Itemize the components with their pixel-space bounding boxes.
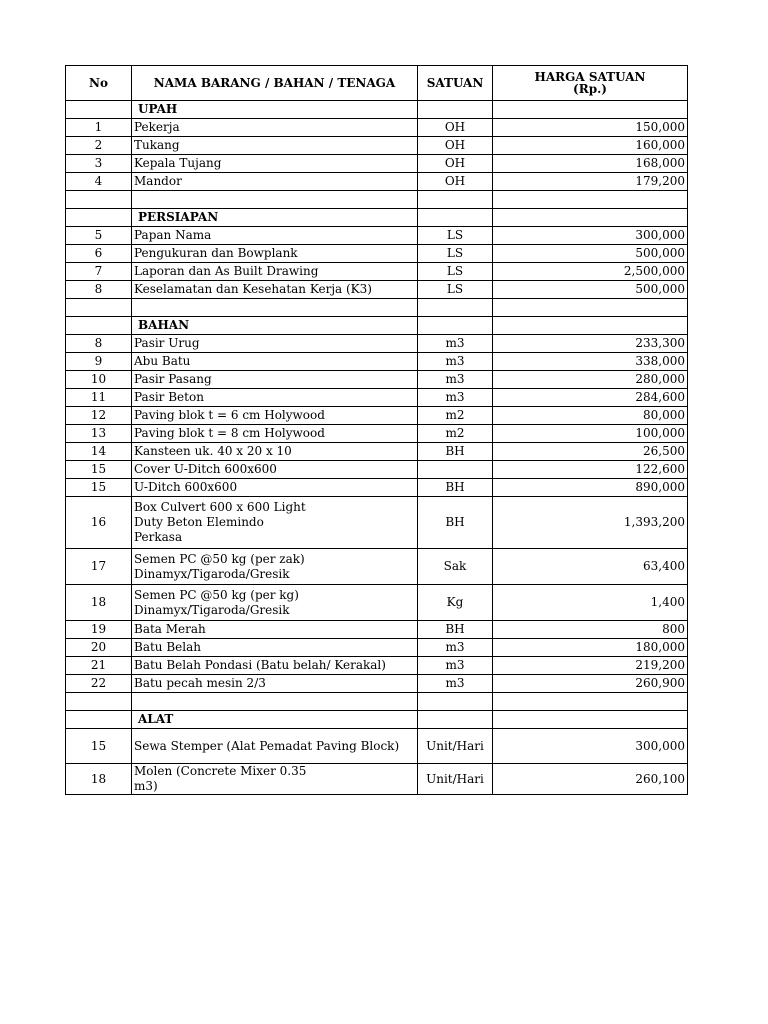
row-unit: m3 [418,639,493,657]
row-unit: Kg [418,585,493,621]
row-no: 7 [66,263,132,281]
row-no: 19 [66,621,132,639]
table-row [66,425,688,443]
row-unit [418,461,493,479]
row-no [66,711,132,729]
row-unit [418,209,493,227]
row-no [66,693,132,711]
row-unit: LS [418,281,493,299]
row-no: 22 [66,675,132,693]
row-no: 4 [66,173,132,191]
row-price [493,209,688,227]
row-unit: BH [418,443,493,461]
table-row [66,657,688,675]
row-no: 14 [66,443,132,461]
row-no [66,191,132,209]
row-price [493,191,688,209]
row-unit: LS [418,227,493,245]
table-row [66,263,688,281]
row-price: 800 [493,621,688,639]
table-body [66,101,688,795]
header-row [66,66,688,101]
row-price [493,317,688,335]
row-name: U-Ditch 600x600 [132,479,418,497]
row-price: 890,000 [493,479,688,497]
row-no: 8 [66,281,132,299]
row-price: 260,900 [493,675,688,693]
table-row [66,389,688,407]
table-row [66,479,688,497]
row-unit: m2 [418,407,493,425]
row-name [132,299,418,317]
table-row [66,119,688,137]
row-name: Pasir Urug [132,335,418,353]
row-unit [418,317,493,335]
row-unit: Sak [418,549,493,585]
row-unit [418,101,493,119]
table-row [66,621,688,639]
row-price: 180,000 [493,639,688,657]
row-price [493,101,688,119]
blank-row [66,693,688,711]
row-name: ALAT [132,711,418,729]
row-unit: LS [418,263,493,281]
row-price: 500,000 [493,245,688,263]
row-name: Paving blok t = 6 cm Holywood [132,407,418,425]
row-unit: OH [418,119,493,137]
header-price [493,66,688,101]
row-no: 5 [66,227,132,245]
row-price: 1,400 [493,585,688,621]
row-name: Kansteen uk. 40 x 20 x 10 [132,443,418,461]
row-unit: m3 [418,371,493,389]
row-unit: m3 [418,657,493,675]
table-row [66,497,688,549]
row-name: Semen PC @50 kg (per kg) Dinamyx/Tigaroda/Gresik [132,585,418,621]
row-price [493,711,688,729]
row-unit [418,693,493,711]
row-price: 1,393,200 [493,497,688,549]
price-table [65,65,688,795]
table-row [66,549,688,585]
row-name: Papan Nama [132,227,418,245]
row-no: 3 [66,155,132,173]
row-price: 63,400 [493,549,688,585]
row-price: 233,300 [493,335,688,353]
row-price: 179,200 [493,173,688,191]
row-no [66,317,132,335]
row-price: 300,000 [493,227,688,245]
row-price: 500,000 [493,281,688,299]
table-row [66,371,688,389]
row-unit [418,711,493,729]
row-name: Pekerja [132,119,418,137]
table-row [66,675,688,693]
row-name: Molen (Concrete Mixer 0.35 m3) [132,764,418,795]
row-price: 300,000 [493,729,688,764]
row-no: 18 [66,764,132,795]
row-price: 160,000 [493,137,688,155]
row-no: 17 [66,549,132,585]
row-unit: m3 [418,389,493,407]
row-name: Batu pecah mesin 2/3 [132,675,418,693]
row-no: 12 [66,407,132,425]
row-name: Pasir Beton [132,389,418,407]
row-name: Bata Merah [132,621,418,639]
table-row [66,245,688,263]
section-row [66,209,688,227]
header-name: NAMA BARANG / BAHAN / TENAGA [132,66,418,101]
table-row [66,729,688,764]
row-no: 10 [66,371,132,389]
row-price: 219,200 [493,657,688,675]
table-row [66,281,688,299]
row-name: Semen PC @50 kg (per zak) Dinamyx/Tigaroda/Gresik [132,549,418,585]
row-price [493,693,688,711]
section-row [66,101,688,119]
row-name [132,693,418,711]
row-no: 11 [66,389,132,407]
row-price: 80,000 [493,407,688,425]
row-no: 15 [66,461,132,479]
row-name: Mandor [132,173,418,191]
row-no: 16 [66,497,132,549]
table-row [66,353,688,371]
table-row [66,227,688,245]
row-name: Abu Batu [132,353,418,371]
row-price: 260,100 [493,764,688,795]
row-no: 13 [66,425,132,443]
row-name: Paving blok t = 8 cm Holywood [132,425,418,443]
blank-row [66,191,688,209]
row-no: 1 [66,119,132,137]
row-name: Sewa Stemper (Alat Pemadat Paving Block) [132,729,418,764]
row-price [493,299,688,317]
row-no [66,209,132,227]
table-row [66,461,688,479]
row-unit: LS [418,245,493,263]
row-name: Box Culvert 600 x 600 Light Duty Beton Elemindo Perkasa [132,497,418,549]
table-row [66,137,688,155]
row-name: BAHAN [132,317,418,335]
row-no: 2 [66,137,132,155]
table-row [66,335,688,353]
row-no: 8 [66,335,132,353]
table-row [66,585,688,621]
row-unit: OH [418,173,493,191]
row-no: 15 [66,479,132,497]
row-name: Cover U-Ditch 600x600 [132,461,418,479]
row-unit: BH [418,621,493,639]
row-name: Keselamatan dan Kesehatan Kerja (K3) [132,281,418,299]
row-unit: Unit/Hari [418,764,493,795]
row-unit: OH [418,137,493,155]
row-no [66,299,132,317]
row-price: 338,000 [493,353,688,371]
row-unit: m3 [418,335,493,353]
row-no [66,101,132,119]
row-no: 15 [66,729,132,764]
row-price: 2,500,000 [493,263,688,281]
row-name [132,191,418,209]
table-row [66,443,688,461]
row-unit: BH [418,479,493,497]
blank-row [66,299,688,317]
row-no: 9 [66,353,132,371]
row-price: 26,500 [493,443,688,461]
row-unit: m3 [418,675,493,693]
table-row [66,155,688,173]
row-price: 280,000 [493,371,688,389]
row-price: 284,600 [493,389,688,407]
row-name: Batu Belah Pondasi (Batu belah/ Kerakal) [132,657,418,675]
row-name: Tukang [132,137,418,155]
row-unit: Unit/Hari [418,729,493,764]
row-no: 20 [66,639,132,657]
header-no: No [66,66,132,101]
row-price: 168,000 [493,155,688,173]
row-unit [418,191,493,209]
header-unit: SATUAN [418,66,493,101]
row-unit: BH [418,497,493,549]
row-unit: OH [418,155,493,173]
row-unit [418,299,493,317]
header-price-line2: (Rp.) [573,82,607,96]
row-price: 122,600 [493,461,688,479]
row-name: Batu Belah [132,639,418,657]
row-unit: m3 [418,353,493,371]
row-no: 21 [66,657,132,675]
row-price: 100,000 [493,425,688,443]
row-no: 6 [66,245,132,263]
row-name: PERSIAPAN [132,209,418,227]
table-row [66,764,688,795]
row-unit: m2 [418,425,493,443]
table-row [66,407,688,425]
row-name: Laporan dan As Built Drawing [132,263,418,281]
row-name: UPAH [132,101,418,119]
row-name: Kepala Tujang [132,155,418,173]
row-name: Pengukuran dan Bowplank [132,245,418,263]
row-name: Pasir Pasang [132,371,418,389]
section-row [66,317,688,335]
table-row [66,173,688,191]
table-row [66,639,688,657]
header-price-line1: HARGA SATUAN [534,70,646,84]
section-row [66,711,688,729]
row-price: 150,000 [493,119,688,137]
row-no: 18 [66,585,132,621]
